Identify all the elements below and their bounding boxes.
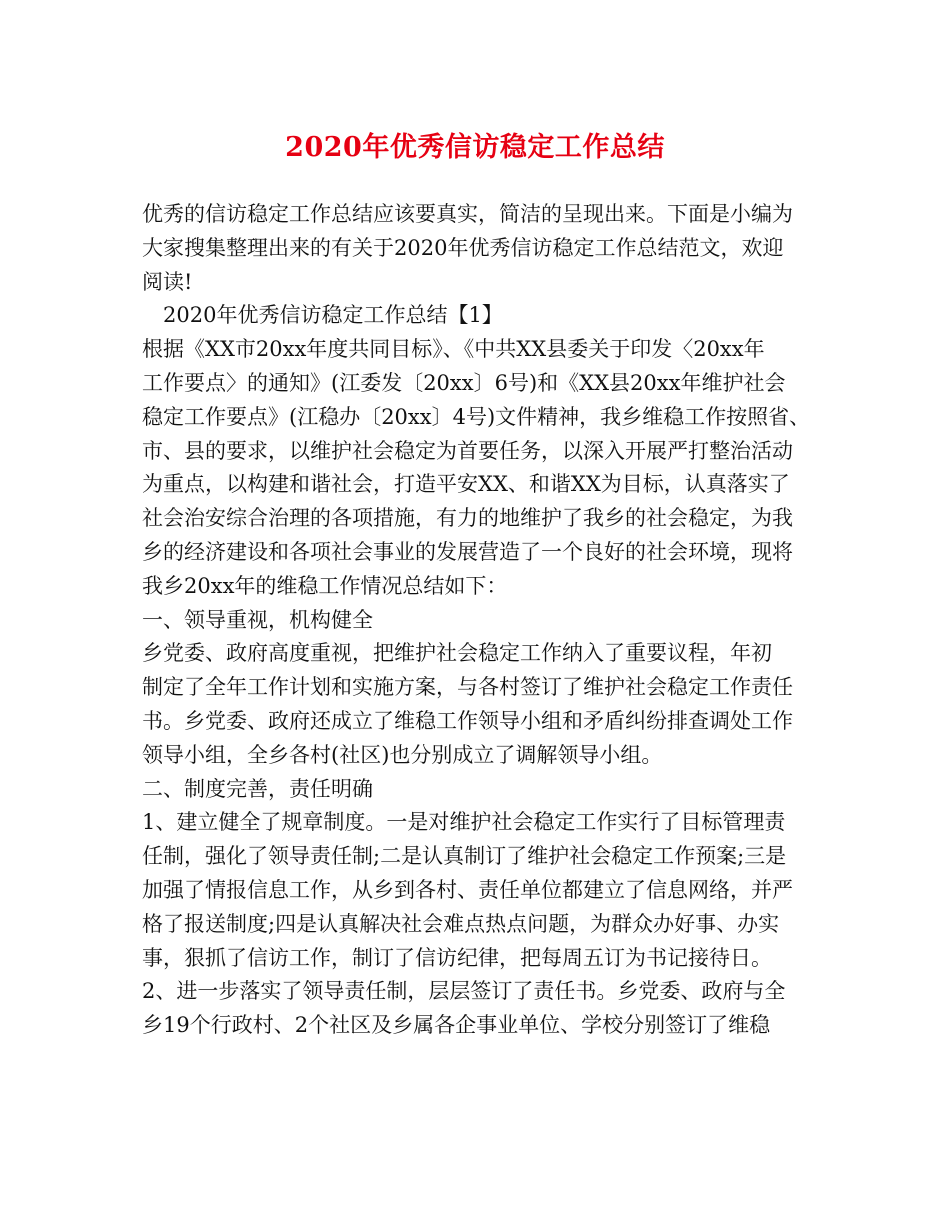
- text-line: 任制，强化了领导责任制;二是认真制订了维护社会稳定工作预案;三是: [142, 844, 787, 869]
- text-line: 为重点，以构建和谐社会，打造平安XX、和谐XX为目标，认真落实了: [142, 472, 790, 497]
- text-line: 优秀的信访稳定工作总结应该要真实，简洁的呈现出来。下面是小编为: [142, 202, 793, 226]
- text-line: 格了报送制度;四是认真解决社会难点热点问题，为群众办好事、办实: [142, 911, 780, 936]
- text-line: 2、进一步落实了领导责任制，层层签订了责任书。乡党委、政府与全: [142, 979, 786, 1004]
- text-line: 乡党委、政府高度重视，把维护社会稳定工作纳入了重要议程，年初: [142, 641, 772, 666]
- section-heading: 一、领导重视，机构健全: [142, 607, 373, 632]
- document-title: 2020年优秀信访稳定工作总结: [285, 132, 665, 163]
- text-line: 加强了情报信息工作，从乡到各村、责任单位都建立了信息网络，并严: [142, 877, 793, 902]
- text-line: 事，狠抓了信访工作，制订了信访纪律，把每周五订为书记接待日。: [142, 945, 772, 970]
- text-line: 乡19个行政村、2个社区及乡属各企事业单位、学校分别签订了维稳: [142, 1013, 771, 1038]
- document-body: [142, 198, 817, 1043]
- text-line: 我乡20xx年的维稳工作情况总结如下：: [142, 573, 508, 598]
- text-line: 稳定工作要点》(江稳办〔20xx〕4号)文件精神，我乡维稳工作按照省、: [142, 404, 811, 429]
- text-line: 领导小组，全乡各村(社区)也分别成立了调解领导小组。: [142, 742, 663, 767]
- section-heading: 2020年优秀信访稳定工作总结【1】: [142, 303, 503, 328]
- text-line: 制定了全年工作计划和实施方案，与各村签订了维护社会稳定工作责任: [142, 675, 793, 700]
- text-line: 乡的经济建设和各项社会事业的发展营造了一个良好的社会环境，现将: [142, 539, 793, 564]
- text-line: 大家搜集整理出来的有关于2020年优秀信访稳定工作总结范文，欢迎: [142, 235, 784, 260]
- text-line: 1、建立健全了规章制度。一是对维护社会稳定工作实行了目标管理责: [142, 810, 786, 835]
- text-line: 工作要点〉的通知》(江委发〔20xx〕6号)和《XX县20xx年维护社会: [142, 370, 786, 395]
- section-heading: 二、制度完善，责任明确: [142, 776, 373, 801]
- text-line: 书。乡党委、政府还成立了维稳工作领导小组和矛盾纠纷排查调处工作: [142, 708, 793, 733]
- text-line: 阅读!: [142, 269, 193, 294]
- text-line: 社会治安综合治理的各项措施，有力的地维护了我乡的社会稳定，为我: [142, 506, 793, 531]
- text-line: 市、县的要求，以维护社会稳定为首要任务，以深入开展严打整治活动: [142, 438, 793, 463]
- text-line: 根据《XX市20xx年度共同目标》、《中共XX县委关于印发〈20xx年: [142, 337, 765, 362]
